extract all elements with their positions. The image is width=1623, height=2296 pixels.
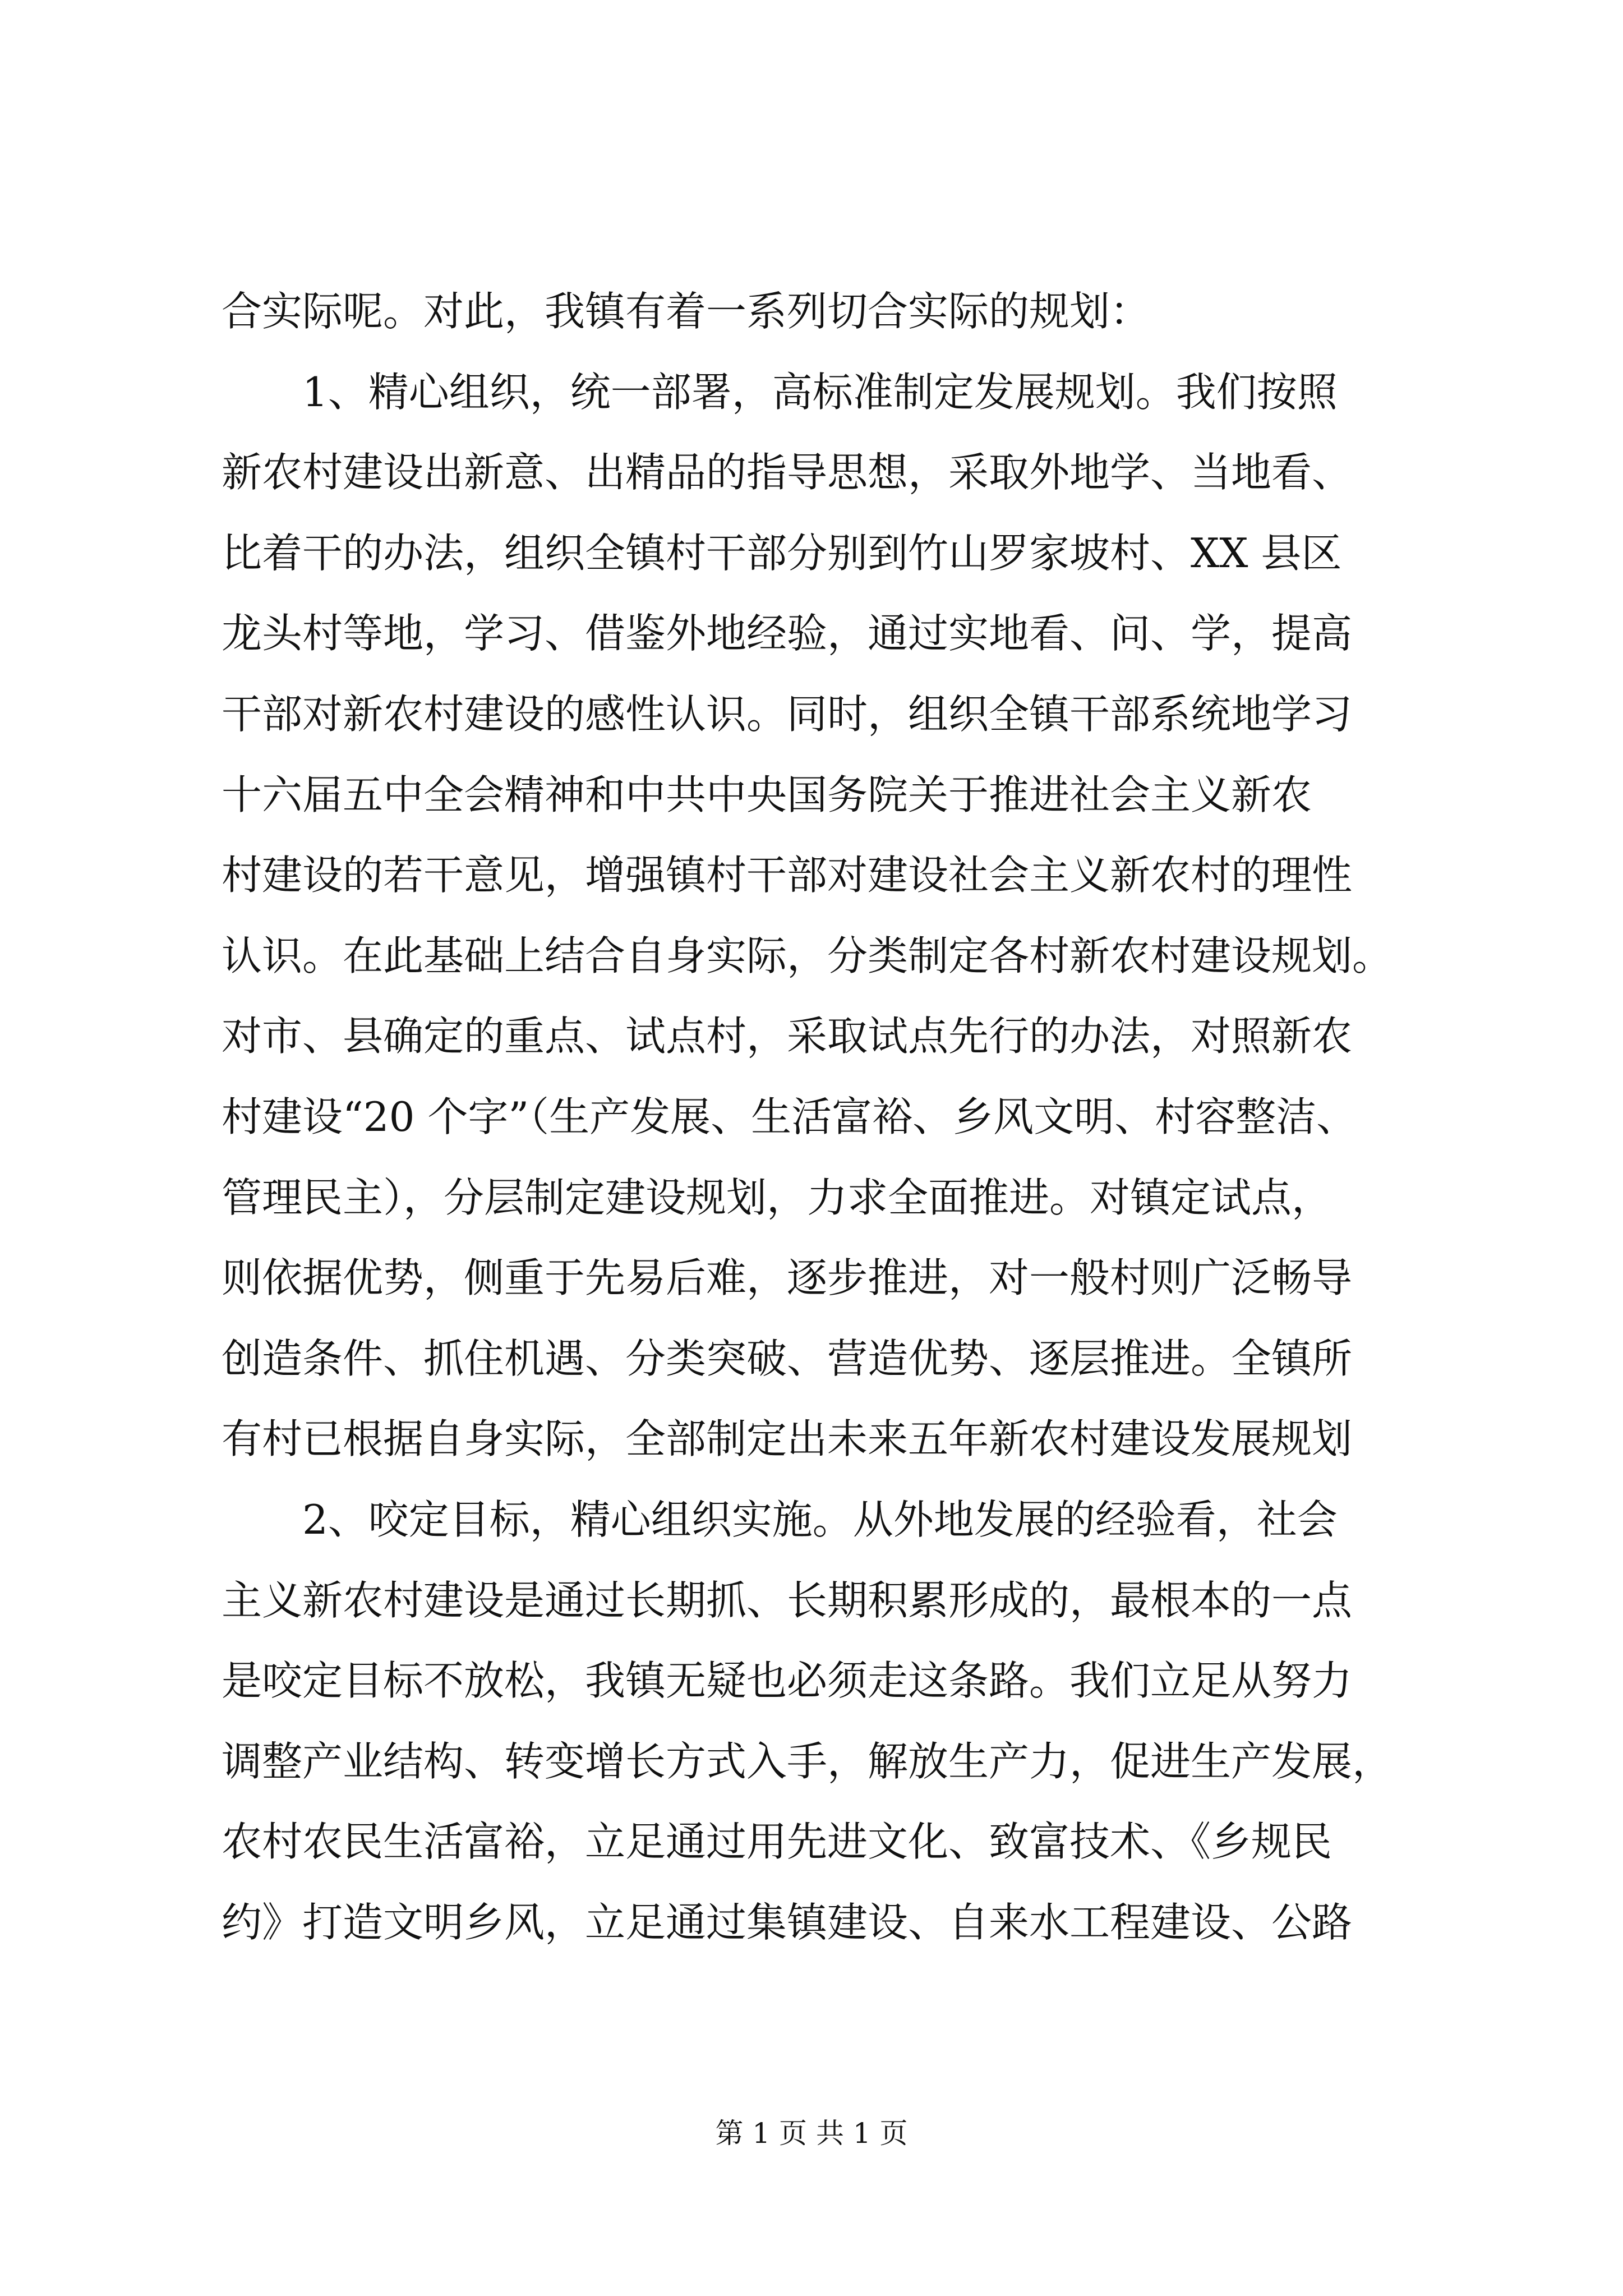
text-line: 有村已根据自身实际，全部制定出未来五年新农村建设发展规划 [222,1415,1353,1463]
text-line: 则依据优势，侧重于先易后难，逐步推进，对一般村则广泛畅导 [222,1254,1353,1302]
text-line: 干部对新农村建设的感性认识。同时，组织全镇干部系统地学习 [222,690,1353,738]
text-line: 约》打造文明乡风，立足通过集镇建设、自来水工程建设、公路 [222,1898,1353,1946]
text-line: 主义新农村建设是通过长期抓、长期积累形成的，最根本的一点 [222,1576,1353,1624]
text-line: 创造条件、抓住机遇、分类突破、营造优势、逐层推进。全镇所 [222,1335,1353,1382]
text-line: 比着干的办法，组织全镇村干部分别到竹山罗家坡村、XX 县区 [222,529,1342,577]
text-line: 1、精心组织，统一部署，高标准制定发展规划。我们按照 [222,368,1338,416]
text-line: 调整产业结构、转变增长方式入手，解放生产力，促进生产发展， [222,1737,1393,1785]
text-line: 村建设“20 个字”（生产发展、生活富裕、乡风文明、村容整洁、 [222,1093,1357,1140]
text-line: 新农村建设出新意、出精品的指导思想，采取外地学、当地看、 [222,449,1353,496]
text-line: 管理民主），分层制定建设规划，力求全面推进。对镇定试点， [222,1174,1332,1221]
body-text [222,272,1416,1963]
text-line: 2、咬定目标，精心组织实施。从外地发展的经验看，社会 [222,1496,1338,1543]
page-footer [0,2114,1623,2153]
text-line: 村建设的若干意见，增强镇村干部对建设社会主义新农村的理性 [222,852,1353,899]
text-line: 合实际呢。对此，我镇有着一系列切合实际的规划： [222,288,1151,335]
text-line: 农村农民生活富裕，立足通过用先进文化、致富技术、《乡规民 [222,1818,1332,1866]
page-number-label: 第 1 页 共 1 页 [715,2117,908,2150]
text-line: 龙头村等地，学习、借鉴外地经验，通过实地看、问、学，提高 [222,610,1353,657]
text-line: 对市、县确定的重点、试点村，采取试点先行的办法，对照新农 [222,1013,1353,1060]
text-line: 十六届五中全会精神和中共中央国务院关于推进社会主义新农 [222,771,1312,818]
text-line: 认识。在此基础上结合自身实际，分类制定各村新农村建设规划。 [222,932,1393,979]
text-line: 是咬定目标不放松，我镇无疑也必须走这条路。我们立足从努力 [222,1657,1353,1705]
